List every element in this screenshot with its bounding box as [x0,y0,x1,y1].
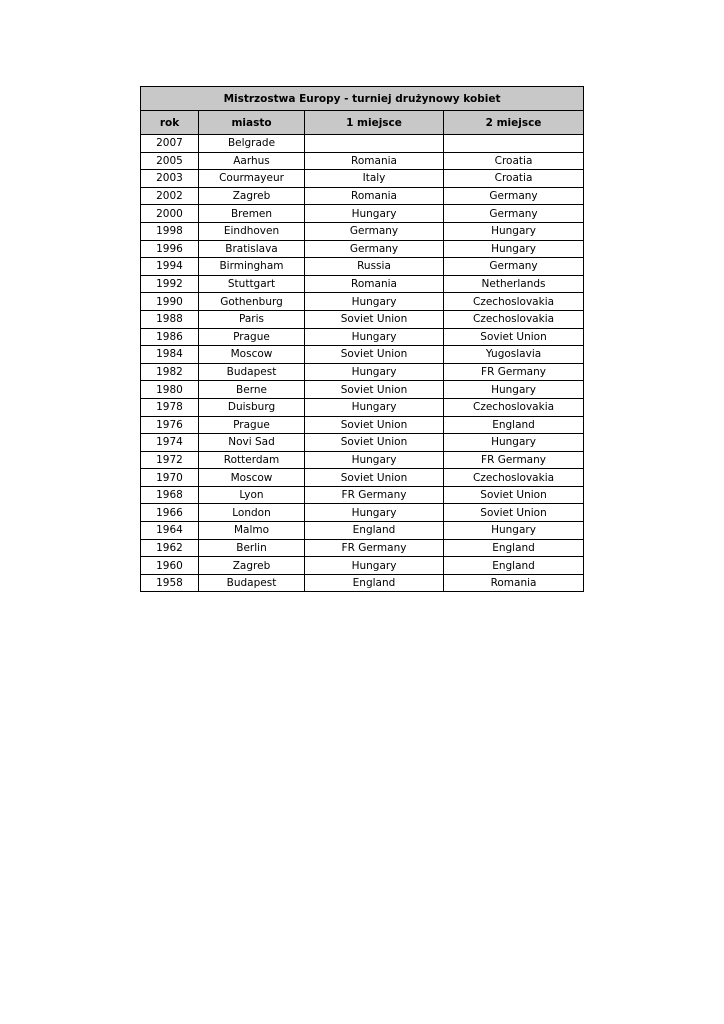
cell-2-miejsce: Germany [444,258,584,276]
cell-2-miejsce: Croatia [444,152,584,170]
cell-2-miejsce: Hungary [444,434,584,452]
table-row [141,187,584,205]
cell-2-miejsce: Hungary [444,522,584,540]
cell-1-miejsce: Soviet Union [305,381,444,399]
cell-1-miejsce: Romania [305,275,444,293]
cell-miasto: Berne [199,381,305,399]
cell-1-miejsce: Hungary [305,398,444,416]
cell-miasto: Aarhus [199,152,305,170]
cell-miasto: Gothenburg [199,293,305,311]
cell-rok: 2000 [141,205,199,223]
cell-miasto: Bremen [199,205,305,223]
cell-2-miejsce: Czechoslovakia [444,293,584,311]
cell-1-miejsce: Germany [305,240,444,258]
table-row [141,310,584,328]
cell-2-miejsce: Soviet Union [444,504,584,522]
cell-1-miejsce: Hungary [305,504,444,522]
cell-miasto: Belgrade [199,135,305,153]
cell-rok: 1998 [141,222,199,240]
cell-miasto: Bratislava [199,240,305,258]
cell-1-miejsce: England [305,522,444,540]
cell-miasto: Lyon [199,486,305,504]
cell-miasto: Berlin [199,539,305,557]
cell-2-miejsce: England [444,539,584,557]
cell-2-miejsce: Hungary [444,381,584,399]
cell-1-miejsce: Russia [305,258,444,276]
cell-1-miejsce: Hungary [305,451,444,469]
table-row [141,205,584,223]
cell-2-miejsce: Soviet Union [444,328,584,346]
cell-rok: 1960 [141,557,199,575]
cell-miasto: Zagreb [199,557,305,575]
cell-2-miejsce: Netherlands [444,275,584,293]
cell-2-miejsce: Czechoslovakia [444,398,584,416]
cell-2-miejsce: FR Germany [444,451,584,469]
cell-1-miejsce: Hungary [305,205,444,223]
cell-rok: 2002 [141,187,199,205]
cell-1-miejsce: FR Germany [305,486,444,504]
cell-1-miejsce: Romania [305,187,444,205]
cell-2-miejsce [444,135,584,153]
cell-2-miejsce: Germany [444,205,584,223]
table-row [141,434,584,452]
cell-1-miejsce: Soviet Union [305,310,444,328]
table-row [141,346,584,364]
cell-miasto: Courmayeur [199,170,305,188]
cell-rok: 2005 [141,152,199,170]
cell-1-miejsce: Hungary [305,328,444,346]
cell-miasto: Duisburg [199,398,305,416]
cell-1-miejsce: Romania [305,152,444,170]
cell-rok: 1994 [141,258,199,276]
column-header-1-miejsce: 1 miejsce [305,111,444,135]
cell-rok: 1984 [141,346,199,364]
cell-rok: 1988 [141,310,199,328]
cell-2-miejsce: Romania [444,574,584,592]
cell-1-miejsce: Soviet Union [305,469,444,487]
table-title-row [141,87,584,111]
cell-rok: 1992 [141,275,199,293]
cell-rok: 1968 [141,486,199,504]
cell-1-miejsce: Hungary [305,363,444,381]
cell-miasto: Malmo [199,522,305,540]
cell-rok: 1978 [141,398,199,416]
table-title: Mistrzostwa Europy - turniej drużynowy kobiet [141,87,584,111]
table-row [141,381,584,399]
cell-miasto: Zagreb [199,187,305,205]
table-row [141,504,584,522]
table-row [141,293,584,311]
cell-miasto: Birmingham [199,258,305,276]
table-row [141,152,584,170]
table-row [141,522,584,540]
table-row [141,328,584,346]
cell-2-miejsce: England [444,557,584,575]
cell-rok: 1974 [141,434,199,452]
cell-rok: 1964 [141,522,199,540]
cell-rok: 1986 [141,328,199,346]
cell-2-miejsce: Czechoslovakia [444,310,584,328]
table-row [141,539,584,557]
table-row [141,416,584,434]
table-row [141,240,584,258]
table-row [141,574,584,592]
cell-rok: 1982 [141,363,199,381]
cell-rok: 2007 [141,135,199,153]
cell-miasto: London [199,504,305,522]
cell-rok: 1958 [141,574,199,592]
cell-1-miejsce: England [305,574,444,592]
table-row [141,398,584,416]
cell-rok: 1996 [141,240,199,258]
cell-1-miejsce: Germany [305,222,444,240]
cell-2-miejsce: Hungary [444,240,584,258]
cell-2-miejsce: Germany [444,187,584,205]
column-header-2-miejsce: 2 miejsce [444,111,584,135]
cell-1-miejsce: FR Germany [305,539,444,557]
table-row [141,258,584,276]
cell-1-miejsce: Italy [305,170,444,188]
table-row [141,486,584,504]
cell-2-miejsce: Soviet Union [444,486,584,504]
cell-2-miejsce: Croatia [444,170,584,188]
cell-miasto: Rotterdam [199,451,305,469]
table-row [141,451,584,469]
cell-miasto: Prague [199,328,305,346]
cell-miasto: Prague [199,416,305,434]
championship-results-table [140,86,584,592]
table-row [141,222,584,240]
column-header-rok: rok [141,111,199,135]
cell-2-miejsce: Yugoslavia [444,346,584,364]
cell-rok: 1970 [141,469,199,487]
cell-2-miejsce: Hungary [444,222,584,240]
cell-rok: 2003 [141,170,199,188]
cell-rok: 1980 [141,381,199,399]
cell-miasto: Novi Sad [199,434,305,452]
table-row [141,170,584,188]
cell-1-miejsce: Soviet Union [305,346,444,364]
cell-rok: 1990 [141,293,199,311]
table-body [141,135,584,592]
cell-1-miejsce: Hungary [305,557,444,575]
table-row [141,363,584,381]
table-header-row [141,111,584,135]
cell-rok: 1976 [141,416,199,434]
cell-rok: 1966 [141,504,199,522]
cell-rok: 1972 [141,451,199,469]
column-header-miasto: miasto [199,111,305,135]
cell-2-miejsce: England [444,416,584,434]
cell-miasto: Paris [199,310,305,328]
cell-1-miejsce [305,135,444,153]
table-row [141,135,584,153]
cell-2-miejsce: FR Germany [444,363,584,381]
cell-miasto: Budapest [199,574,305,592]
cell-miasto: Moscow [199,469,305,487]
cell-rok: 1962 [141,539,199,557]
cell-2-miejsce: Czechoslovakia [444,469,584,487]
cell-miasto: Stuttgart [199,275,305,293]
cell-1-miejsce: Hungary [305,293,444,311]
table-row [141,557,584,575]
table-row [141,275,584,293]
cell-miasto: Eindhoven [199,222,305,240]
cell-1-miejsce: Soviet Union [305,434,444,452]
table-row [141,469,584,487]
cell-1-miejsce: Soviet Union [305,416,444,434]
cell-miasto: Moscow [199,346,305,364]
cell-miasto: Budapest [199,363,305,381]
